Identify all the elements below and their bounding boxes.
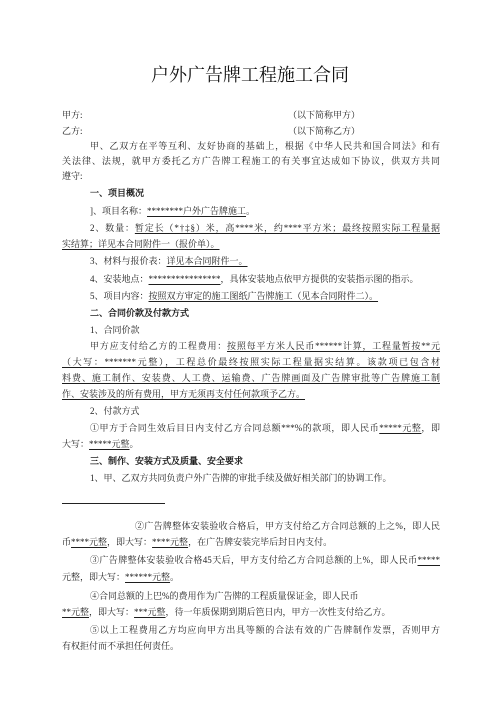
payment-line: 有权拒付而不承担任何责任。 (62, 641, 180, 651)
filled-field: 按照每平方米人民币******计算，工程量暂按**元 (227, 341, 440, 351)
party-b-label: 乙方: (62, 126, 83, 136)
amount-field: *****元整 (379, 423, 422, 433)
clause-text: ，待一年质保期到期后笆日内，甲方一次性支付给乙方。 (165, 607, 391, 617)
preamble-line: 遵守: (62, 171, 83, 181)
clause-label: ]、项目名称： (90, 206, 147, 216)
party-a-label: 甲方: (62, 110, 83, 120)
payment-line (135, 520, 440, 535)
filled-field: （大写：*******元整），工程总价最终按照实际工程量据实结算。该款项已包含材 (62, 357, 440, 367)
filled-field: ********户外广告牌施工 (147, 206, 247, 216)
clause-content (90, 290, 440, 305)
clause-label: 4、安装地点： (90, 274, 149, 284)
amount-field: ****元整 (152, 537, 189, 547)
preamble-line: 甲、乙双方在平等互利、友好协商的基础上，根据《中华人民共和国合同法》和有 (90, 141, 440, 151)
clause-text: 元整，即大写： (62, 572, 126, 582)
payment-line: ⑤以上工程费用乙方均应向甲方出具等额的合法有效的广告牌制作发票，否则甲方 (90, 625, 440, 635)
amount-field: **元整 (62, 607, 90, 617)
price-line (62, 356, 440, 371)
price-line (90, 340, 440, 355)
amount-field: ****元整 (71, 537, 108, 547)
footnote-separator (62, 503, 165, 504)
payment-line (62, 438, 440, 453)
filled-field: 按照双方审定的施工图纸广告牌施工（见本合同附件二）。 (148, 291, 379, 301)
payment-line (90, 422, 440, 437)
clause-quantity-continued (62, 238, 440, 253)
filled-field: 作、安装涉及的所有费用，甲方无须再支付任何款项予乙方。 (62, 389, 306, 399)
subsection-heading: 1、合同价款 (90, 325, 140, 335)
clause-project-name (90, 205, 440, 220)
subsection-heading: 2、付款方式 (90, 406, 140, 416)
payment-line (62, 536, 440, 551)
document-title: 户外广告牌工程施工合同 (151, 65, 349, 85)
clause-text: ②广告牌整体安装验收合格后，甲方支付给乙方合同总额的上之%，即人民 (135, 521, 440, 531)
filled-field: 暂定长（*†‡§）米，高****米，约****平方米；最终按照实际工程量据 (134, 223, 440, 233)
section-heading: 三、制作、安装方式及质量、安全要求 (90, 456, 244, 466)
clause-text: 大写： (62, 439, 90, 449)
clause-label: 3、材料与报价表： (90, 256, 167, 266)
clause-text: ④合同总额的上巴%的费用作为广告牌的工程质量保证金，即人民币 (90, 591, 359, 601)
payment-line (90, 590, 440, 605)
clause-text: ，即大写： (89, 607, 135, 617)
clause-quantity (90, 222, 440, 237)
amount-field: *****元整 (89, 439, 130, 449)
filled-field: 料费、施工制作、安装费、人工费、运输费、广告牌画面及广告牌审批等广告牌施工制 (62, 373, 440, 383)
clause-location (90, 273, 440, 288)
clause-text: 。 (170, 572, 180, 582)
preamble-line: 关法律、法规，就甲方委托乙方广告牌工程施工的有关事宜达成如下协议，供双方共同 (62, 156, 440, 166)
filled-field: 详见本合同附件一。 (166, 256, 248, 266)
payment-line (62, 606, 440, 621)
amount-field: ***元整 (134, 607, 166, 617)
section-heading: 一、项目概况 (90, 188, 145, 198)
clause-text: 币 (62, 537, 72, 547)
clause-text: ，在广告牌安装完毕后封日内支付。 (188, 537, 333, 547)
clause-text: ，具体安装地点依甲方提供的安装指示图的指示。 (220, 274, 419, 284)
filled-field: 实结算；详见本合同附件一（报价单）。 (62, 239, 220, 249)
clause-text: ，即 (421, 423, 440, 433)
clause-materials (90, 255, 440, 270)
clause-text: 。 (129, 439, 139, 449)
clause-label: 2、数量： (90, 223, 135, 233)
clause-line: 1、甲、乙双方共同负责户外广告牌的审批手续及做好相关部门的协调工作。 (90, 473, 392, 483)
clause-text: ③广告牌整体安装验收合格45天后，甲方支付给乙方合同总额的上%，即人民币 (90, 555, 418, 565)
party-b-note: （以下简称乙方） (288, 126, 361, 136)
price-line (62, 372, 440, 387)
section-heading: 二、合同价款及付款方式 (90, 308, 190, 318)
clause-text: 。 (246, 206, 256, 216)
clause-text: 甲方应支付给乙方的工程费用： (90, 341, 228, 351)
filled-field: **************** (148, 274, 221, 284)
clause-text: ，即大写： (107, 537, 153, 547)
amount-field: ******元整 (125, 572, 171, 582)
payment-line (90, 554, 440, 569)
party-a-note: （以下简称甲方） (288, 110, 361, 120)
clause-text: ①甲方于合同生效后目日内支付乙方合同总额***%的款项，即人民币 (90, 423, 380, 433)
payment-line (62, 571, 440, 586)
amount-field: ***** (417, 555, 440, 565)
price-line (62, 388, 440, 403)
clause-label: 5、项目内容： (90, 291, 149, 301)
